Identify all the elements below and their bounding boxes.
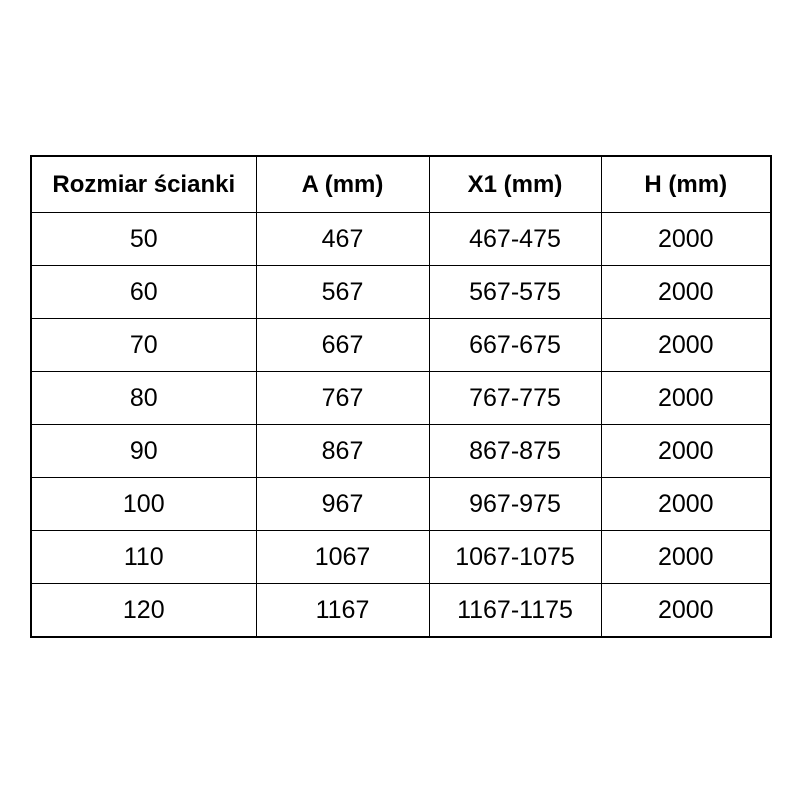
table-cell: 2000 xyxy=(601,213,771,266)
table-cell: 2000 xyxy=(601,478,771,531)
table-cell: 1067-1075 xyxy=(429,531,601,584)
column-header-a-mm: A (mm) xyxy=(256,156,429,213)
table-cell: 567 xyxy=(256,266,429,319)
table-row xyxy=(31,584,771,638)
table-cell: 110 xyxy=(31,531,256,584)
table-cell: 967 xyxy=(256,478,429,531)
header-row xyxy=(31,156,771,213)
table-cell: 467-475 xyxy=(429,213,601,266)
table-row xyxy=(31,531,771,584)
table-cell: 467 xyxy=(256,213,429,266)
table-cell: 60 xyxy=(31,266,256,319)
table-cell: 867 xyxy=(256,425,429,478)
table-cell: 2000 xyxy=(601,531,771,584)
table-cell: 120 xyxy=(31,584,256,638)
table-cell: 2000 xyxy=(601,266,771,319)
table-row xyxy=(31,372,771,425)
table-row xyxy=(31,425,771,478)
table-cell: 2000 xyxy=(601,584,771,638)
table-cell: 1167 xyxy=(256,584,429,638)
column-header-h-mm: H (mm) xyxy=(601,156,771,213)
table-cell: 50 xyxy=(31,213,256,266)
table-cell: 1067 xyxy=(256,531,429,584)
table-cell: 967-975 xyxy=(429,478,601,531)
table-cell: 767-775 xyxy=(429,372,601,425)
table-row xyxy=(31,319,771,372)
table-cell: 70 xyxy=(31,319,256,372)
wall-size-spec-table xyxy=(30,155,772,638)
column-header-x1-mm: X1 (mm) xyxy=(429,156,601,213)
column-header-rozmiar-scianki: Rozmiar ścianki xyxy=(31,156,256,213)
table-cell: 80 xyxy=(31,372,256,425)
table-row xyxy=(31,266,771,319)
table-cell: 90 xyxy=(31,425,256,478)
table-cell: 667 xyxy=(256,319,429,372)
table-cell: 667-675 xyxy=(429,319,601,372)
table-cell: 1167-1175 xyxy=(429,584,601,638)
table-cell: 100 xyxy=(31,478,256,531)
table-cell: 767 xyxy=(256,372,429,425)
table-row xyxy=(31,478,771,531)
table-cell: 2000 xyxy=(601,372,771,425)
table-cell: 567-575 xyxy=(429,266,601,319)
table-cell: 867-875 xyxy=(429,425,601,478)
table-cell: 2000 xyxy=(601,425,771,478)
table-cell: 2000 xyxy=(601,319,771,372)
table-row xyxy=(31,213,771,266)
